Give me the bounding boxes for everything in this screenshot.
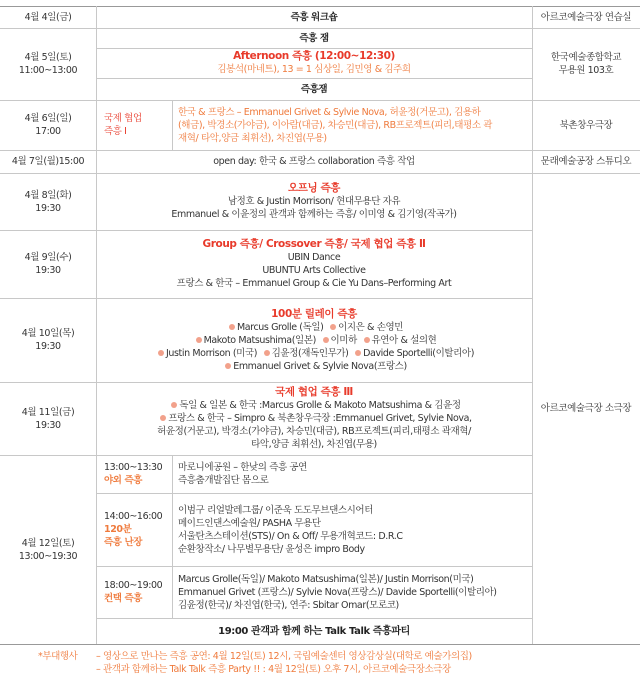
date: 4월 8일(화) [24,189,72,201]
date: 4월 4일(금) [24,11,72,23]
content-cell [96,382,532,455]
content-cell [178,100,530,150]
performer: 이미하 [330,334,357,346]
bullet-dot [225,363,231,369]
footer-label: *부대행사 [38,651,78,662]
date-cell [0,100,96,150]
venue: 아르코예술극장 소극장 [540,403,632,414]
datetime: 4월 7일(월)15:00 [11,156,85,167]
venue: 문래예술공장 스튜디오 [540,156,632,167]
sub-session-label [104,493,170,566]
performer-line: 메이드인댄스예술원/ PASHA 무용단 [178,517,321,529]
date: 4월 10일(목) [21,328,75,339]
session-label: 국제 협업 즉흥 Ⅰ [104,113,142,137]
content-cell [96,150,532,173]
session-title: Group 즉흥/ Crossover 즉흥/ 국제 협업 즉흥 Ⅱ [202,238,426,250]
sub-session-name: 야외 즉흥 [104,475,143,486]
venue-cell [532,173,640,644]
bullet-dot [355,350,361,356]
collab-line: 허윤정(거문고), 박경소(가야금), 차승민(대금), RB프로젝트(피리,태평소 곽재혁/ [157,426,471,437]
jam-label-cell [96,78,532,100]
performer: 김윤정(재독인무가) [271,347,349,359]
time: 19:30 [35,341,61,352]
performer-line: UBIN Dance [287,252,341,263]
session-title: Afternoon 즉흥 (12:00~12:30) [233,50,395,62]
performer: Justin Morrison (미국) [165,347,258,359]
venue: 한국예술종합학교 무용원 103호 [550,52,622,76]
content-cell [96,230,532,298]
performer: Makoto Matsushima(일본) [203,334,316,346]
performer-line: 김윤정(한국)/ 차진엽(한국), 연주: Sbitar Omar(모로코) [178,599,399,611]
collab-line [156,412,471,425]
performer: Marcus Grolle (독일) [236,321,324,333]
date-cell [0,455,96,644]
sub-session-name: 120분 [104,524,132,535]
sub-session-content [178,493,530,566]
bullet-dot [196,337,202,343]
performer: Davide Sportelli(이탈리아) [363,347,475,359]
date: 4월 11일(금) [21,406,75,418]
collab-line: 타악,양금 최휘선), 차진엽(무용) [251,439,377,450]
session-title: 100분 릴레이 즉흥 [271,307,357,320]
venue-cell [532,100,640,150]
performer: 유연아 & 설의현 [371,334,437,346]
venue-cell [532,28,640,100]
sub-session-time: 13:00~13:30 [104,462,163,473]
time: 13:00~19:30 [18,550,78,562]
title-cell [96,6,532,28]
date-cell [0,6,96,28]
venue-cell [532,6,640,28]
bullet-dot [171,402,177,408]
session-people: 김봉석(마네트), 13 = 1 심상일, 김민영 & 김주희 [217,64,411,75]
collab-text: 독일 & 일본 & 한국 :Marcus Grolle & Makoto Matsushima & 김윤정 [179,400,461,411]
sub-session-label [104,455,170,493]
performer-line: 남정호 & Justin Morrison/ 현대무용단 자유 [227,196,401,207]
collab-text: 프랑스 & 한국 – Simpro & 북촌창우극장 :Emmanuel Grivet, Sylvie Nova, [168,413,472,424]
afternoon-cell [96,48,532,78]
performer-line: 즉흥춤개발집단 몸으로 [178,475,269,486]
footer-notes [96,650,536,680]
jam-label: 즉흥잼 [300,83,328,95]
col-divider [172,100,173,150]
performer-line: UBUNTU Arts Collective [262,265,366,276]
date: 4월 9일(수) [24,252,72,263]
col-divider [172,455,173,618]
relay-row [221,360,407,373]
sub-session-content [178,455,530,493]
sub-session-content [178,566,530,618]
bullet-dot [160,415,166,421]
party-title: 19:00 관객과 함께 하는 Talk Talk 즉흥파티 [218,625,410,637]
sub-session-time: 14:00~16:00 [104,511,163,522]
bullet-dot [330,324,336,330]
session-content: 한국 & 프랑스 – Emmanuel Grivet & Sylvie Nova, 허윤정(거문고), 김용하 (해금), 박경소(가야금), 이아람(대금), 차승민(대금), RB프로젝트(피리,태평소 곽 재혁/ 타악,양금 최휘선), 차진엽(무용) [178,106,493,144]
time: 19:30 [35,265,61,276]
performer-line: Emmanuel & 이윤정의 관객과 함께하는 즉흥/ 이미영 & 김기영(작곡가) [171,209,457,220]
performer: 이지은 & 손영민 [338,321,404,333]
bullet-dot [323,337,329,343]
workshop-title: 즉흥 워크숍 [290,11,338,23]
performer-line: Marcus Grolle(독일)/ Makoto Matsushima(일본)/ Justin Morrison(미국) [178,573,474,585]
bullet-dot [364,337,370,343]
jam-label-cell [96,28,532,48]
performer-line: Emmanuel Grivet (프랑스)/ Sylvie Nova(프랑스)/ Davide Sportelli(이탈리아) [178,586,497,598]
content-cell [96,298,532,382]
label-cell [104,100,170,150]
relay-row [225,321,403,334]
performer-line: 프랑스 & 한국 – Emmanuel Group & Cie Yu Dans–Performing Art [176,278,452,289]
session-content: open day: 한국 & 프랑스 collaboration 즉흥 작업 [213,156,415,167]
relay-row [192,334,437,347]
time: 19:30 [35,202,61,214]
date: 4월 5일(토) [24,52,72,63]
date-cell [0,382,96,455]
party-cell [96,618,532,644]
session-title: 오프닝 즉흥 [288,182,340,194]
footer-label-cell [38,650,98,664]
footer-note: – 관객과 함께하는 Talk Talk 즉흥 Party !! : 4월 12일(토) 오후 7시, 아르코예술극장소극장 [96,664,451,675]
collab-line [167,399,460,412]
sub-session-name: 컨택 즉흥 [104,593,143,604]
performer-line: 마로니에공원 – 한낮의 즉흥 공연 [178,462,307,473]
performer-line: 순환창작소/ 나무별무용단/ 윤성은 impro Body [178,543,365,555]
bullet-dot [229,324,235,330]
jam-label: 즉흥 잼 [299,32,329,44]
date-cell [0,298,96,382]
venue-cell [532,150,640,173]
bullet-dot [158,350,164,356]
date: 4월 12일(토) [21,537,75,549]
bullet-dot [264,350,270,356]
sub-session-label [104,566,170,618]
sub-session-time: 18:00~19:00 [104,580,163,591]
content-cell [96,173,532,230]
relay-row [154,347,474,360]
sub-session-name: 즉흥 난장 [104,537,143,548]
rule-bottom [0,644,640,645]
performer-line: 이범구 리얼발레그룹/ 이준욱 도도무브댄스시어터 [178,504,373,516]
time: 11:00~13:00 [18,65,78,76]
session-title: 국제 협업 즉흥 Ⅲ [275,386,353,398]
footer-note: – 영상으로 만나는 즉흥 공연: 4월 12일(토) 12시, 국립예술센터 영상감상실(대학로 예술가의집) [96,651,472,662]
time: 19:30 [35,419,61,431]
date-cell [0,28,96,100]
performer: Emmanuel Grivet & Sylvie Nova(프랑스) [233,360,407,372]
venue: 아르코예술극장 연습실 [540,11,632,23]
date-cell [0,150,96,173]
performer-line: 서울탄츠스테이션(STS)/ On & Off/ 무용개혁코드: D.R.C [178,530,403,542]
venue: 북촌창우극장 [559,119,613,131]
date-cell [0,230,96,298]
time: 17:00 [35,126,61,137]
date-cell [0,173,96,230]
date: 4월 6일(일) [24,113,72,124]
